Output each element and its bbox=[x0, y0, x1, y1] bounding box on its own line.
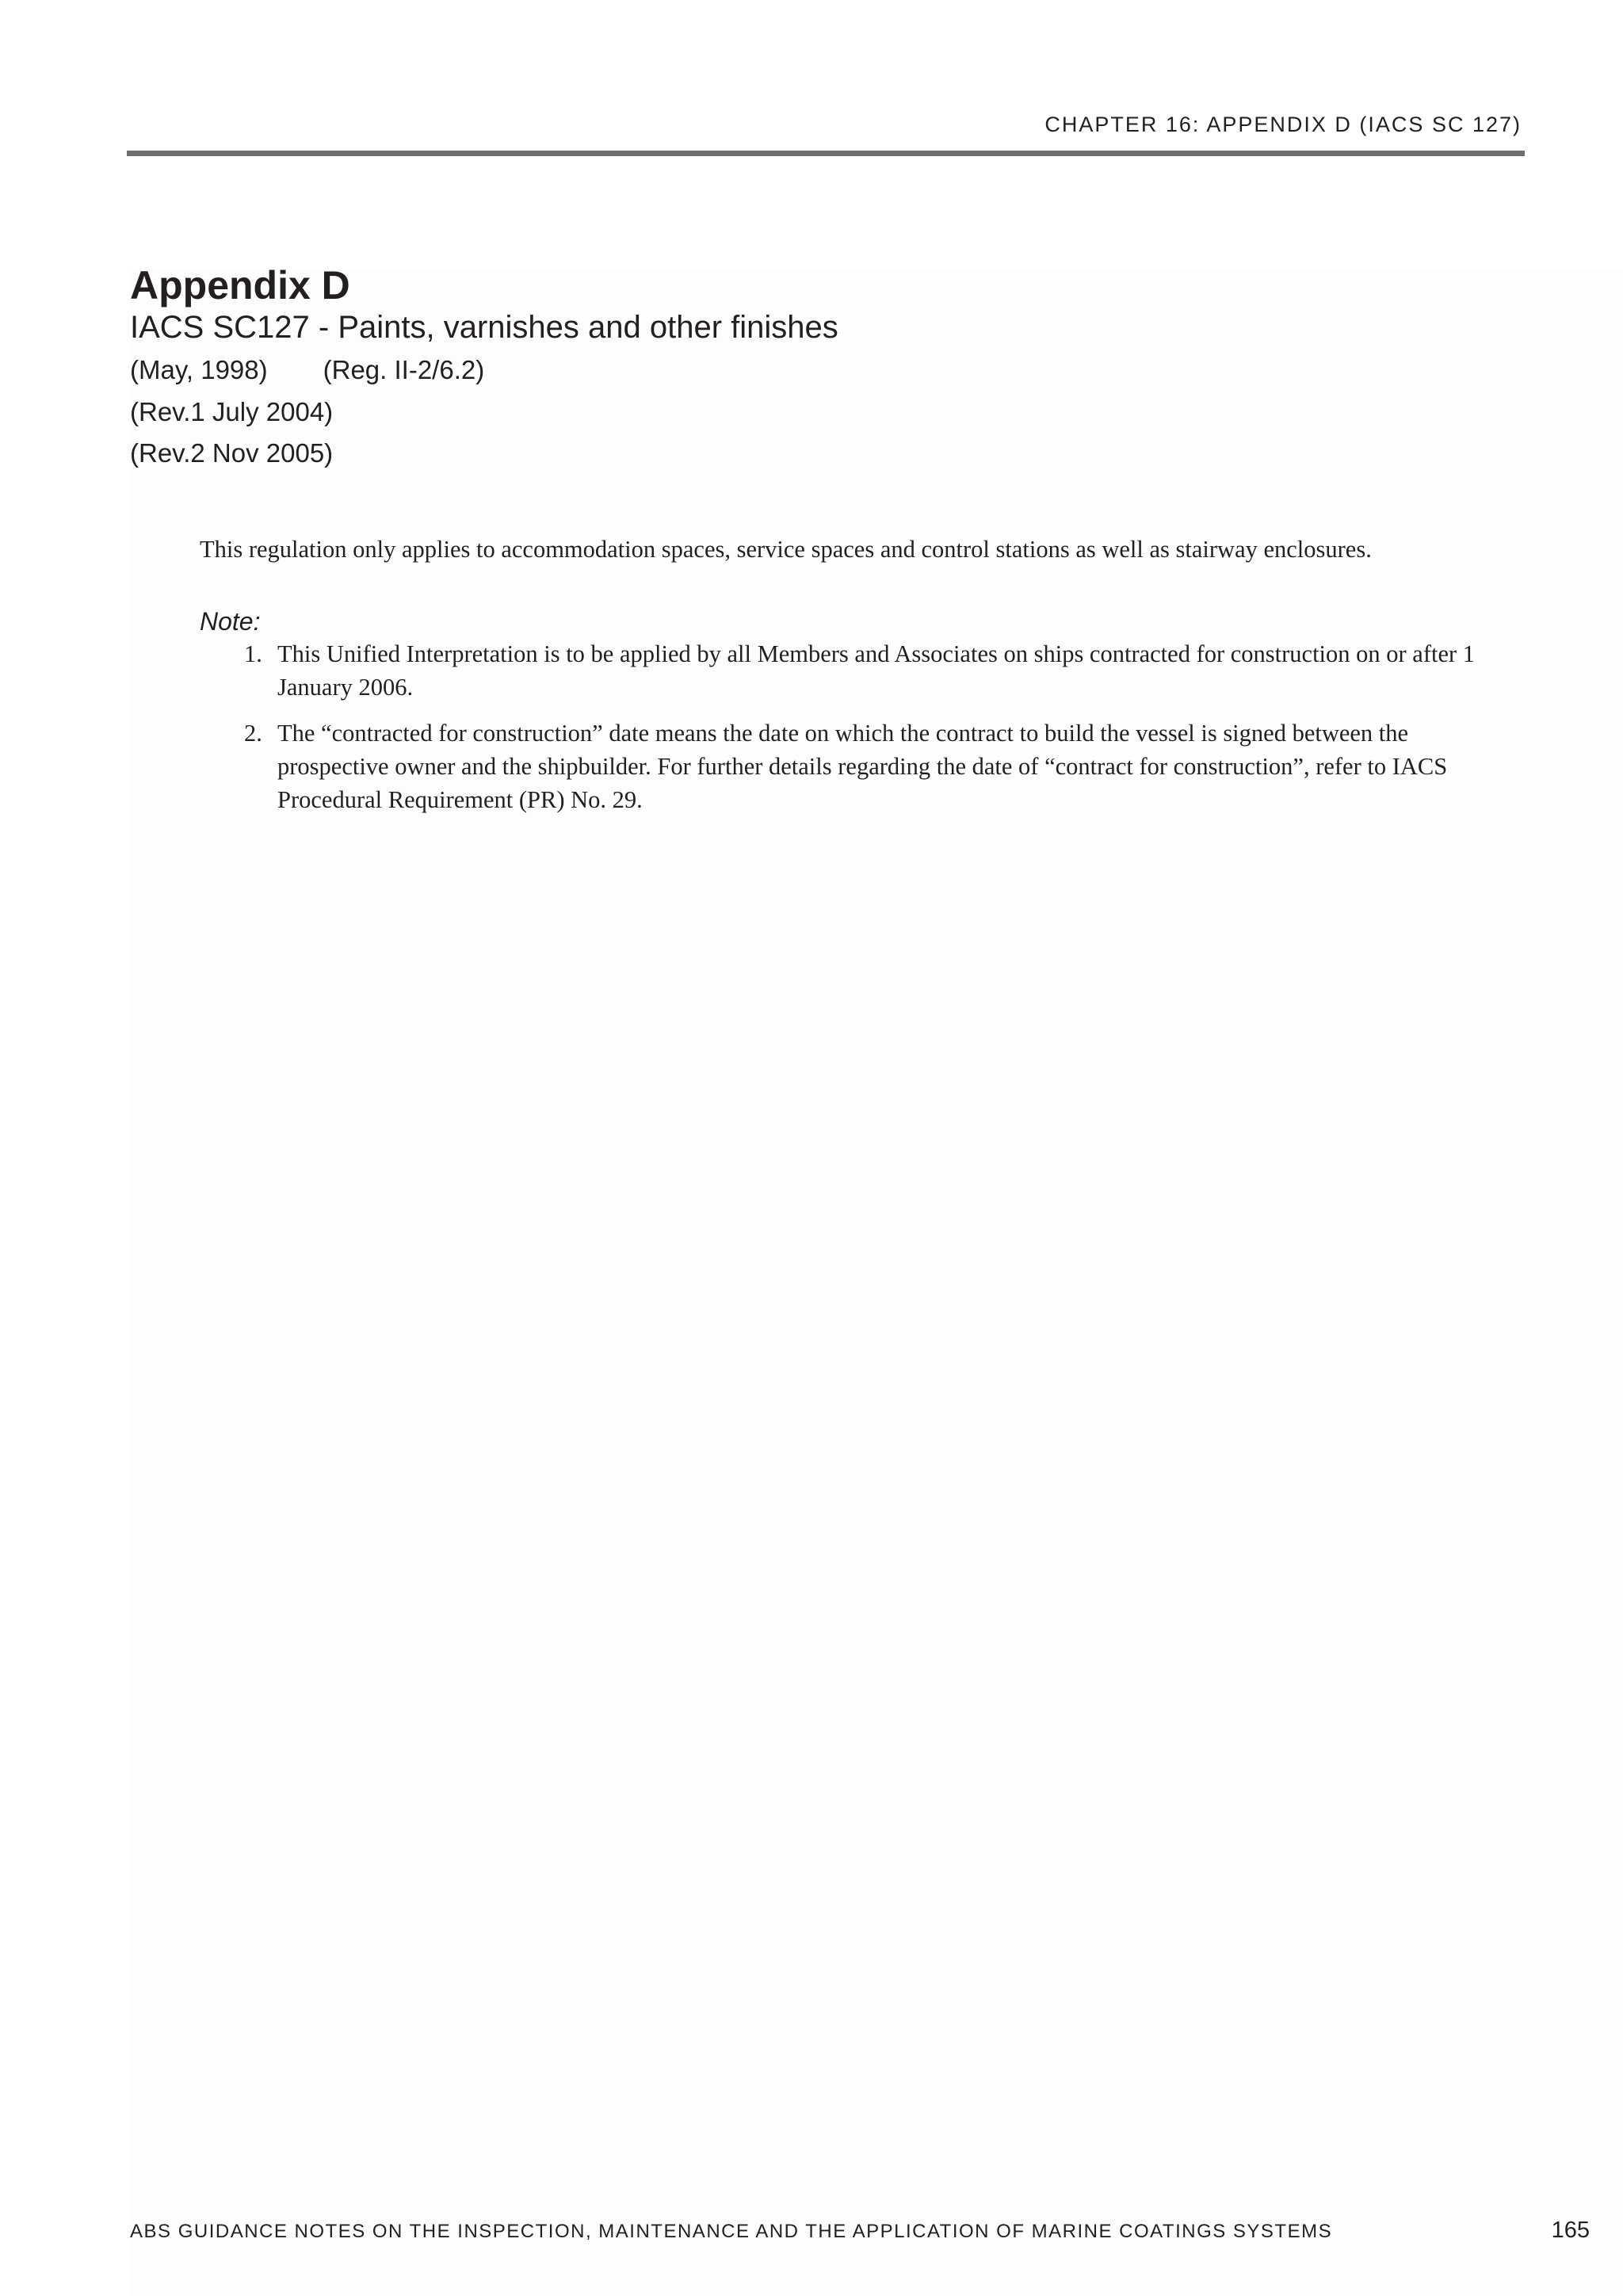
page-number: 165 bbox=[1551, 2218, 1590, 2243]
note-item bbox=[244, 716, 1522, 816]
header-rule bbox=[127, 151, 1525, 156]
note-number: 1. bbox=[244, 640, 262, 667]
note-text: The “contracted for construction” date means the date on which the contract to build the vessel is signed between the prospective owner and the shipbuilder. For further details regarding the date of “contract for construction”, refer to IACS Procedural Requirement (PR) No. 29. bbox=[277, 720, 1448, 813]
page-background bbox=[131, 269, 1623, 2296]
note-item bbox=[244, 637, 1522, 704]
note-text: This Unified Interpretation is to be applied by all Members and Associates on ships contracted for construction on or after 1 January 2006. bbox=[277, 640, 1476, 701]
appendix-title: Appendix D bbox=[130, 263, 350, 308]
note-label: Note: bbox=[200, 607, 261, 636]
footer-title: ABS GUIDANCE NOTES ON THE INSPECTION, MAINTENANCE AND THE APPLICATION OF MARINE COATINGS SYSTEMS bbox=[130, 2221, 1333, 2242]
intro-paragraph: This regulation only applies to accommodation spaces, service spaces and control stations as well as stairway enclosures. bbox=[200, 536, 1372, 563]
appendix-regulation: (Reg. II-2/6.2) bbox=[323, 355, 485, 384]
revision-1: (Rev.1 July 2004) bbox=[130, 397, 334, 426]
appendix-date: (May, 1998) bbox=[130, 355, 268, 384]
appendix-date-line bbox=[130, 354, 484, 386]
appendix-subtitle: IACS SC127 - Paints, varnishes and other finishes bbox=[130, 310, 838, 345]
note-number: 2. bbox=[244, 720, 262, 747]
revision-2: (Rev.2 Nov 2005) bbox=[130, 438, 334, 468]
running-head: CHAPTER 16: APPENDIX D (IACS SC 127) bbox=[1044, 113, 1522, 136]
note-list bbox=[244, 637, 1522, 829]
